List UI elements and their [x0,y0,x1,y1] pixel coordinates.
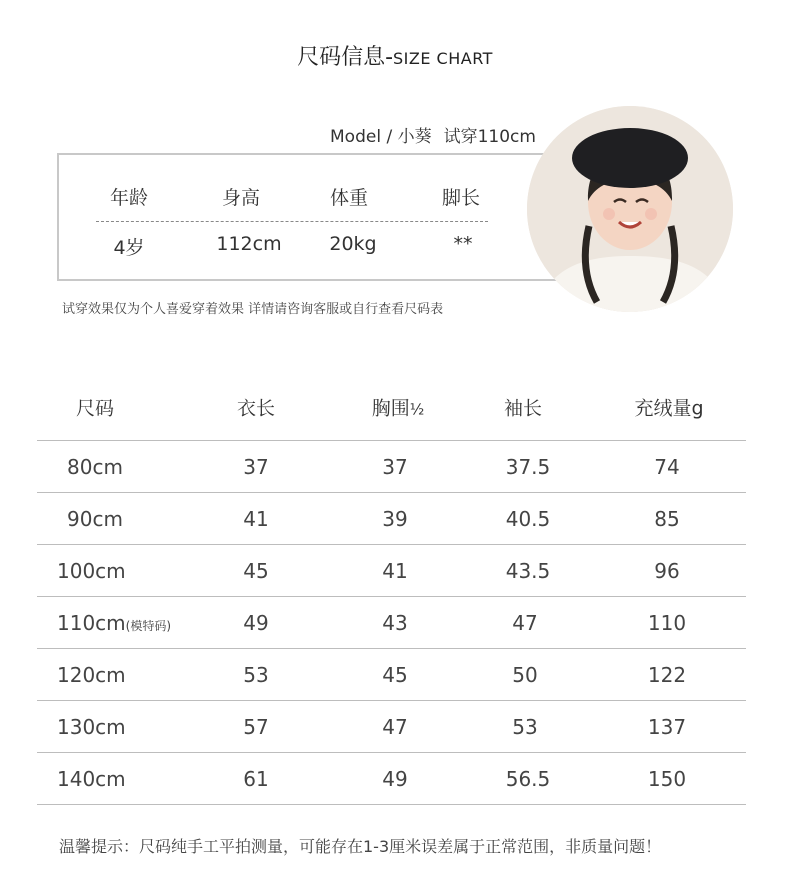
cell-down-fill: 96 [654,558,680,583]
model-info-box [57,153,577,281]
cell-length: 45 [243,558,269,583]
model-header-foot: 脚长 [441,187,481,209]
model-photo [527,106,733,312]
cell-length: 57 [243,714,269,739]
cell-sleeve: 37.5 [505,454,551,479]
cell-sleeve: 56.5 [505,766,551,791]
cell-sleeve: 50 [512,662,538,687]
cell-length: 41 [243,506,269,531]
cell-size-value: 110cm [57,610,126,635]
cell-down-fill: 122 [647,662,687,687]
cell-down-fill: 85 [654,506,680,531]
table-row [37,753,746,805]
model-trial-size: 试穿110cm [443,127,536,147]
cell-length: 37 [243,454,269,479]
model-photo-illustration [527,106,733,312]
title-cn: 尺码信息- [297,45,394,70]
header-size: 尺码 [76,397,115,420]
cell-chest: 41 [382,558,408,583]
table-row [37,649,746,701]
cell-chest: 45 [382,662,408,687]
header-length: 衣长 [236,397,276,420]
table-row [37,545,746,597]
size-chart-table [37,374,746,805]
model-value-height: 112cm [216,233,282,255]
page-title [0,40,790,71]
model-value-weight: 20kg [329,233,377,255]
header-down-fill: 充绒量g [634,397,704,420]
cell-sleeve: 47 [512,610,538,635]
model-size-tag: (模特码) [125,618,172,633]
model-value-row [59,233,575,263]
header-chest-half: ½ [409,400,425,419]
cell-length: 61 [243,766,269,791]
model-header-row [59,183,575,213]
table-row [37,441,746,493]
cell-down-fill: 137 [647,714,687,739]
table-row [37,701,746,753]
cell-chest: 43 [382,610,408,635]
model-header-height: 身高 [221,187,261,209]
dashed-divider [96,221,488,222]
model-name: Model / 小葵 [330,127,432,147]
model-value-age: 4岁 [113,237,145,259]
table-row [37,493,746,545]
cell-size: 80cm [67,454,123,479]
cell-size: 120cm [57,662,126,687]
cell-length: 53 [243,662,269,687]
cell-down-fill: 74 [654,454,680,479]
cell-down-fill: 110 [647,610,687,635]
cell-sleeve: 43.5 [505,558,551,583]
cell-chest: 47 [382,714,408,739]
title-en: SIZE CHART [393,49,493,68]
model-header-weight: 体重 [329,187,369,209]
cell-size: 90cm [67,506,123,531]
cell-down-fill: 150 [647,766,687,791]
table-row [37,597,746,649]
header-chest-label: 胸围 [371,397,410,420]
measurement-tip: 温馨提示：尺码纯手工平拍测量，可能存在1-3厘米误差属于正常范围，非质量问题！ [59,837,662,856]
header-sleeve: 袖长 [503,397,543,420]
model-label [330,122,536,147]
model-header-age: 年龄 [109,187,149,209]
table-header-row [37,374,746,441]
cell-chest: 37 [382,454,408,479]
cell-sleeve: 40.5 [505,506,551,531]
cell-length: 49 [243,610,269,635]
fit-note: 试穿效果仅为个人喜爱穿着效果 详情请咨询客服或自行查看尺码表 [62,302,444,317]
cell-chest: 39 [382,506,408,531]
cell-size [57,611,171,635]
cell-chest: 49 [382,766,408,791]
model-value-foot: ** [453,233,473,255]
cell-size: 130cm [57,714,126,739]
cell-sleeve: 53 [512,714,538,739]
header-chest [372,394,425,421]
cell-size: 100cm [57,558,126,583]
cell-size: 140cm [57,766,126,791]
